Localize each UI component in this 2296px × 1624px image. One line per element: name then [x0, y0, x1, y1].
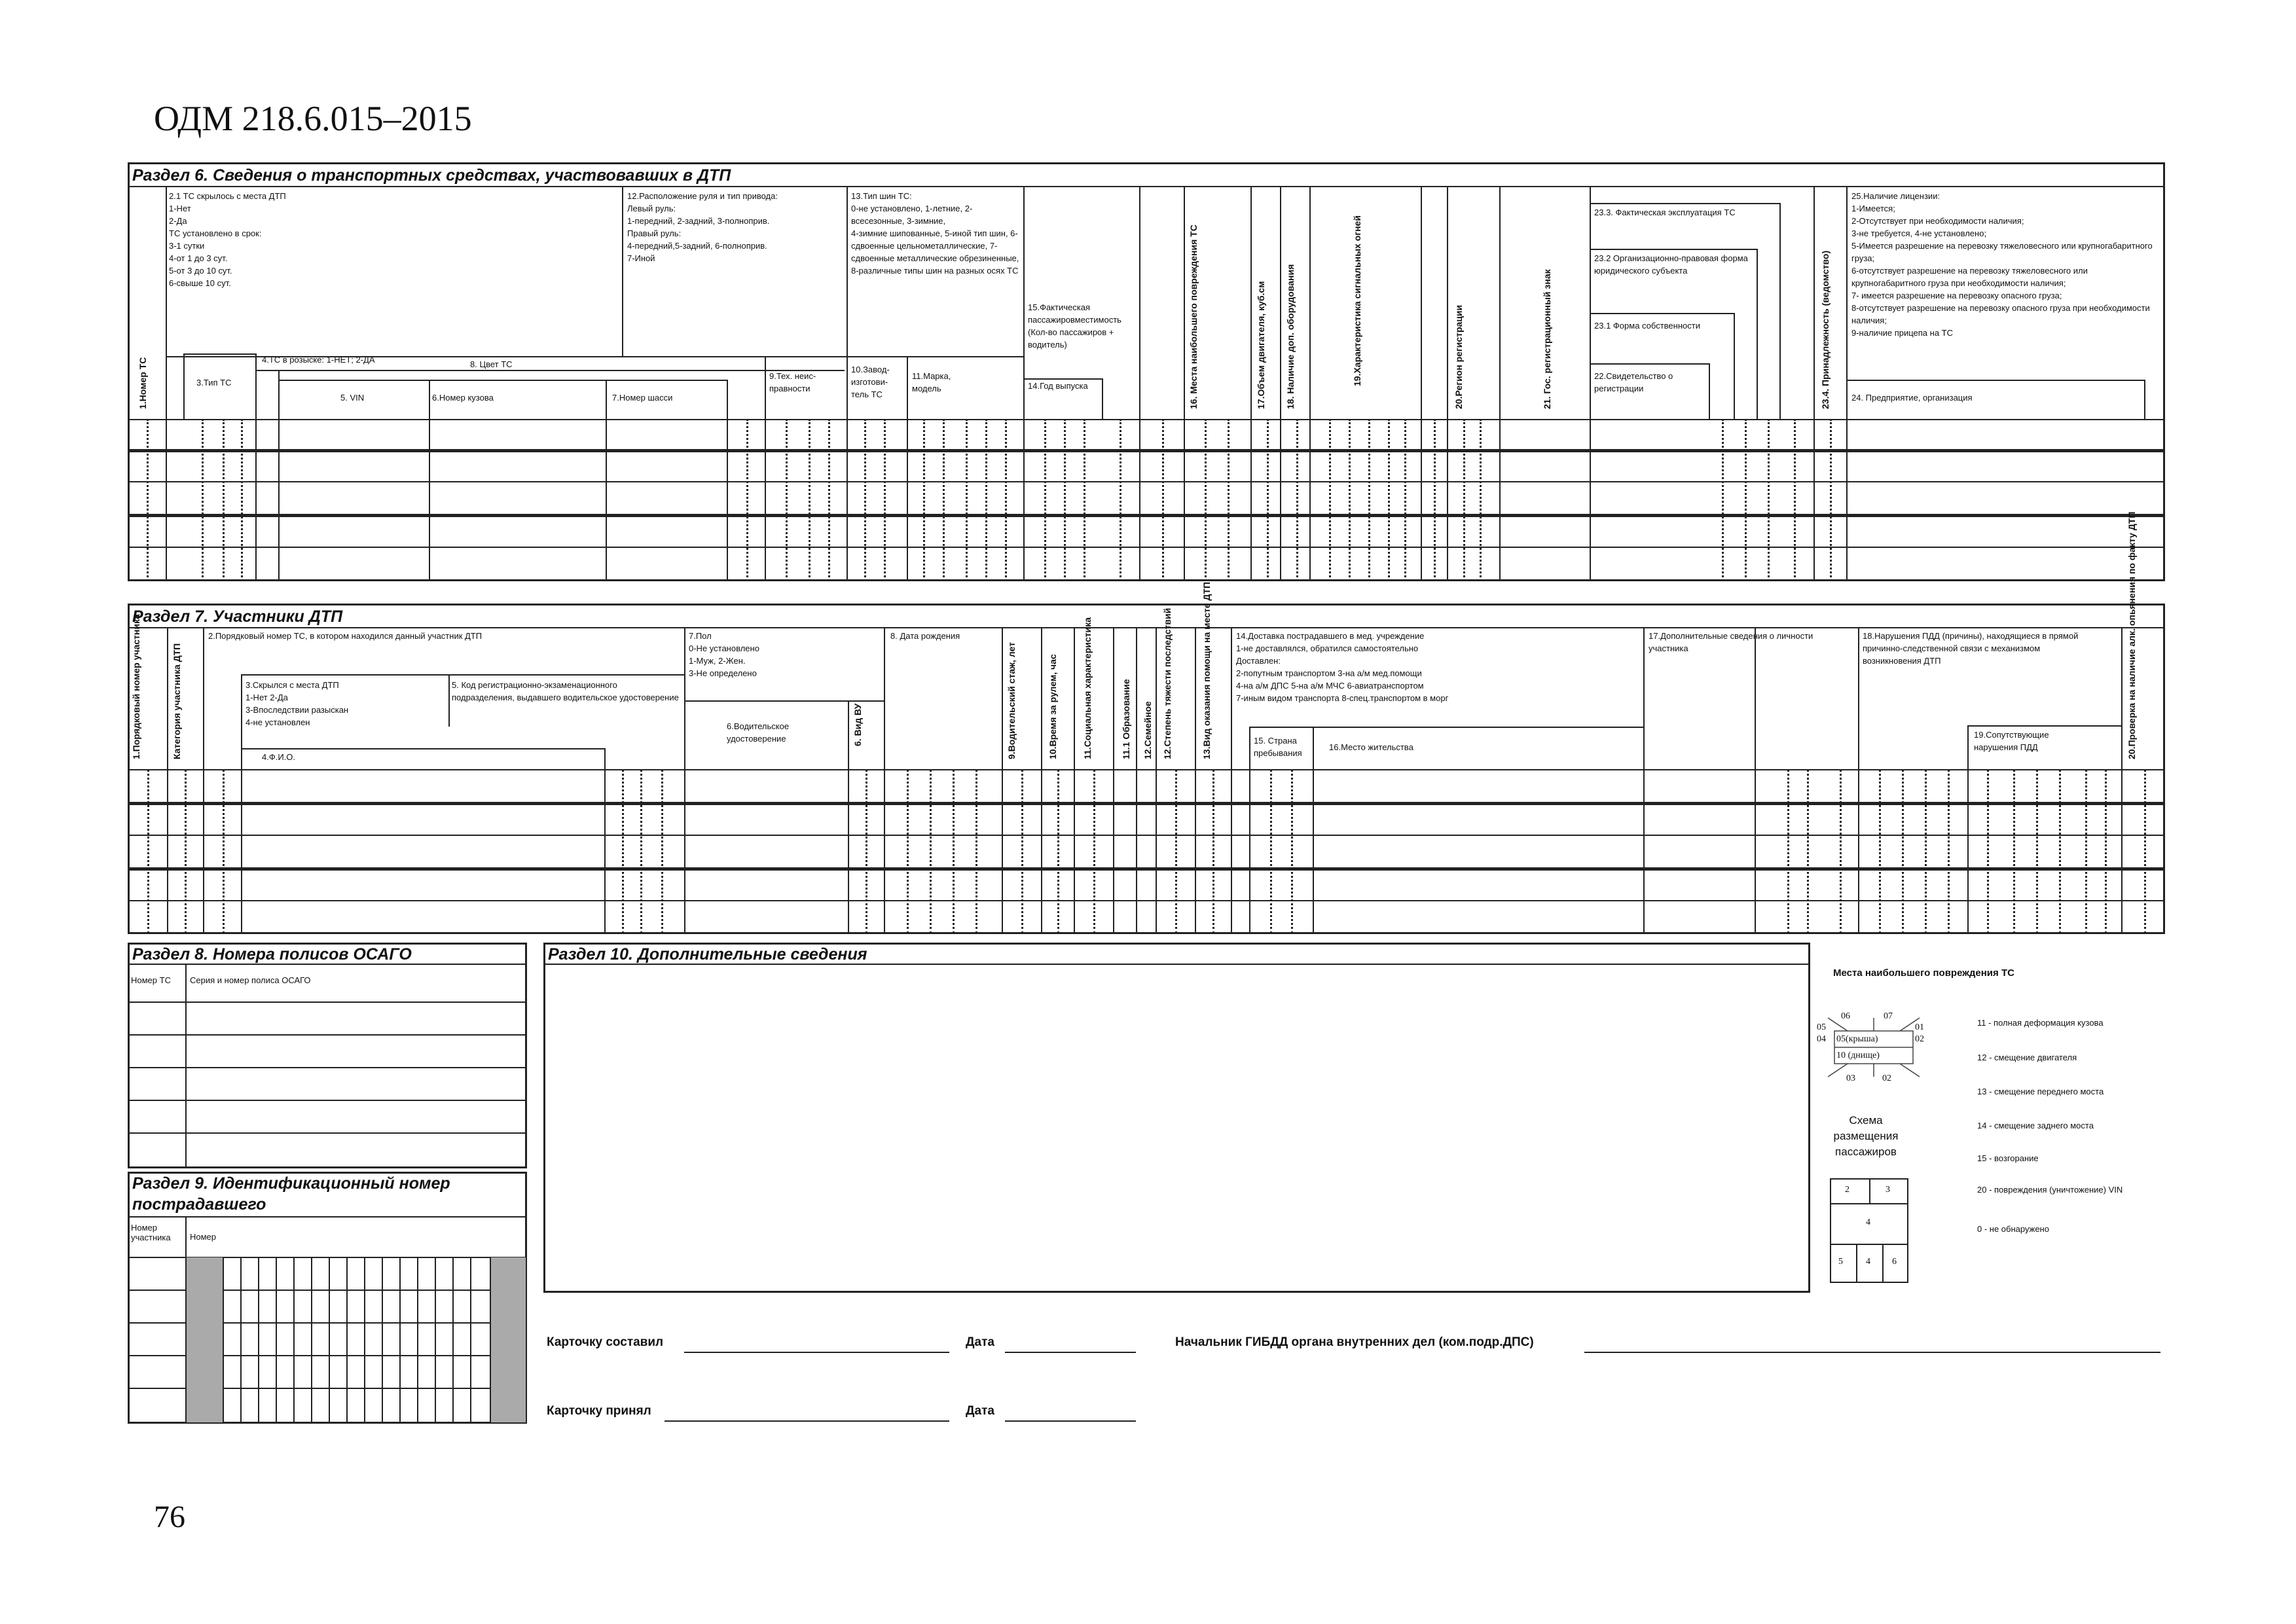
composed-signature-field[interactable] — [684, 1352, 949, 1353]
damage-legend-13: 13 - смещение переднего моста — [1977, 1087, 2104, 1096]
section7-title: Раздел 7. Участники ДТП — [132, 607, 343, 626]
s6-h1: 1.Номер ТС — [137, 357, 148, 409]
damage-code-02r: 02 — [1915, 1034, 1924, 1044]
s6-h2: 2.1 ТС скрылось с места ДТП 1-Нет 2-Да ТС установлено в срок: 3-1 сутки 4-от 1 до 3 сут. 5-от 3 до 10 сут. 6-свыше 10 сут. — [169, 191, 286, 288]
s6-h11: 11.Марка, модель — [912, 371, 951, 393]
s7-h9: 9.Водительский стаж, лет — [1006, 642, 1017, 759]
damage-code-01: 01 — [1915, 1022, 1924, 1032]
s7-h14: 14.Доставка пострадавшего в мед. учреждение 1-не доставлялся, обратился самостоятельно Доставлен: 2-попутным транспортом 3-на а/м мед.помощи 4-на а/м ДПС 5-на а/м МЧС 6-авиатранспортом 7-иным видом транспорта 8-спец.транспортом в морг — [1236, 631, 1449, 703]
s6-h13: 13.Тип шин ТС: 0-не установлено, 1-летние, 2-всесезонные, 3-зимние, 4-зимние шипованные, 5-иной тип шин, 6-сдвоенные цельнометаллические, 7-сдвоенные металлические обрезиненные, 8-различные типы шин на разных осях ТС — [851, 191, 1019, 276]
s9-col2: Номер — [190, 1232, 217, 1242]
section10-title: Раздел 10. Дополнительные сведения — [548, 945, 867, 964]
damage-code-bottom: 10 (днище) — [1836, 1051, 1880, 1060]
s6-h8: 8. Цвет ТС — [470, 359, 513, 369]
section8-title: Раздел 8. Номера полисов ОСАГО — [132, 945, 412, 964]
passenger-scheme-label: Схема размещения пассажиров — [1833, 1114, 1899, 1158]
accepted-label: Карточку принял — [547, 1404, 651, 1418]
s7-h17: 17.Дополнительные сведения о личности участника — [1649, 631, 1813, 653]
s6-h16: 16. Места наибольшего повреждения ТС — [1188, 225, 1199, 409]
damage-code-05: 05 — [1817, 1022, 1826, 1032]
s6-h12: 12.Расположение руля и тип привода: Левый руль: 1-передний, 2-задний, 3-полноприв. Правый руль: 4-передний,5-задний, 6-полноприв. 7-Иной — [627, 191, 778, 263]
s7-h6: 6.Водительское удостоверение — [727, 721, 790, 744]
s7-h11a: 11.1 Образование — [1121, 679, 1131, 759]
damage-code-03: 03 — [1846, 1074, 1855, 1083]
s6-h4: 4.ТС в розыске: 1-НЕТ; 2-ДА — [262, 355, 375, 365]
chief-label: Начальник ГИБДД органа внутренних дел (ком.подр.ДПС) — [1175, 1335, 1534, 1349]
section6-title-rule — [128, 186, 2165, 187]
damage-legend-12: 12 - смещение двигателя — [1977, 1053, 2077, 1062]
damage-code-07: 07 — [1884, 1011, 1893, 1021]
s6-h10: 10.Завод-изготови-тель ТС — [851, 365, 890, 399]
seat-2: 2 — [1845, 1185, 1850, 1195]
s6-h24: 24. Предприятие, организация — [1851, 393, 1973, 403]
s7-h8: 8. Дата рождения — [890, 631, 960, 641]
damage-legend-15: 15 - возгорание — [1977, 1153, 2039, 1163]
s6-h15: 15.Фактическая пассажировместимость (Кол-во пассажиров + водитель) — [1028, 302, 1121, 350]
section6-title: Раздел 6. Сведения о транспортных средствах, участвовавших в ДТП — [132, 166, 731, 185]
damage-legend-0: 0 - не обнаружено — [1977, 1224, 2049, 1234]
damage-title: Места наибольшего повреждения ТС — [1833, 967, 2014, 979]
accepted-signature-field[interactable] — [665, 1420, 949, 1422]
s6-h3: 3.Тип ТС — [196, 378, 232, 388]
s6-h23-2: 23.2 Организационно-правовая форма юридического субъекта — [1594, 253, 1748, 276]
s7-h3: 3.Скрылся с места ДТП 1-Нет 2-Да 3-Впоследствии разыскан 4-не установлен — [246, 680, 349, 727]
s6-h9: 9.Тех. неис-правности — [769, 371, 816, 393]
s7-h20: 20.Проверка на наличие алк. опьянения по факту ДТП — [2126, 511, 2137, 759]
accepted-date-label: Дата — [966, 1404, 994, 1418]
s7-h1a: Категория участника ДТП — [172, 643, 182, 759]
s9-col1: Номер участника — [131, 1223, 171, 1242]
damage-code-06: 06 — [1841, 1011, 1850, 1021]
s6-h22: 22.Свидетельство о регистрации — [1594, 371, 1673, 393]
s6-h14: 14.Год выпуска — [1028, 381, 1088, 391]
s6-h23-3: 23.3. Фактическая эксплуатация ТС — [1594, 208, 1736, 217]
s6-h25: 25.Наличие лицензии: 1-Имеется; 2-Отсутствует при необходимости наличия; 3-не требуется, 4-не установлено; 5-Имеется разрешение на перевозку тяжеловесного или крупногабаритного груза; 6-отсутствует разрешение на перевозку тяжеловесного или крупногабаритного груза при необходимости наличия; 7- имеется разрешение на перевозку опасного груза; 8-отсутствует разрешение на перевозку опасного груза при необходимости наличия; 9-наличие прицепа на ТС — [1851, 191, 2153, 338]
s6-h20: 20.Регион регистрации — [1453, 304, 1464, 409]
s7-h6a: 6. Вид ВУ — [852, 703, 863, 746]
s7-h12: 12.Семейное — [1142, 701, 1153, 759]
s7-h5: 5. Код регистрационно-экзаменационного подразделения, выдавшего водительское удостоверение — [452, 680, 679, 702]
s7-h13: 13.Вид оказания помощи на месте ДТП — [1201, 581, 1212, 759]
s6-h19: 19.Характеристика сигнальных огней — [1352, 215, 1362, 386]
s8-col1: Номер ТС — [131, 975, 171, 985]
composed-label: Карточку составил — [547, 1335, 664, 1349]
s7-h12a: 12.Степень тяжести последствий — [1162, 607, 1173, 759]
s7-h1: 1.Порядковый номер участника — [131, 614, 141, 759]
s7-h15: 15. Страна пребывания — [1254, 736, 1302, 758]
seat-4-mid: 4 — [1866, 1218, 1870, 1227]
section8-table — [128, 943, 527, 1168]
s7-h16: 16.Место жительства — [1329, 742, 1413, 752]
s7-h19: 19.Сопутствующие нарушения ПДД — [1974, 730, 2049, 752]
damage-code-04: 04 — [1817, 1034, 1826, 1044]
s6-h18: 18. Наличие доп. оборудования — [1285, 264, 1296, 409]
s6-h6: 6.Номер кузова — [432, 393, 494, 403]
s7-h11: 11.Социальная характеристика — [1082, 617, 1093, 759]
composed-date-label: Дата — [966, 1335, 994, 1349]
section10-box — [543, 943, 1810, 1293]
s7-h4: 4.Ф.И.О. — [262, 752, 296, 762]
s7-h10: 10.Время за рулем, час — [1048, 654, 1058, 759]
damage-legend-20: 20 - повреждения (уничтожение) VIN — [1977, 1185, 2123, 1195]
damage-code-02b: 02 — [1882, 1074, 1891, 1083]
page-number: 76 — [154, 1500, 185, 1534]
seat-5: 5 — [1838, 1257, 1843, 1267]
s6-h23-1: 23.1 Форма собственности — [1594, 321, 1700, 331]
damage-code-roof: 05(крыша) — [1836, 1034, 1878, 1044]
chief-signature-field[interactable] — [1584, 1352, 2160, 1353]
section9-title-1: Раздел 9. Идентификационный номер — [132, 1174, 450, 1193]
seat-6: 6 — [1892, 1257, 1897, 1267]
s6-h7: 7.Номер шасси — [612, 393, 673, 403]
document-code: ОДМ 218.6.015–2015 — [154, 99, 472, 138]
s6-h17: 17.Объем двигателя, куб.см — [1256, 281, 1266, 409]
s7-h7: 7.Пол 0-Не установлено 1-Муж, 2-Жен. 3-Не определено — [689, 631, 759, 678]
car-damage-diagram — [1815, 1005, 1933, 1090]
seat-3: 3 — [1886, 1185, 1890, 1195]
section9-title-2: пострадавшего — [132, 1195, 266, 1214]
s7-h2: 2.Порядковый номер ТС, в котором находился данный участник ДТП — [208, 631, 483, 641]
damage-legend-14: 14 - смещение заднего моста — [1977, 1121, 2094, 1130]
seat-4: 4 — [1866, 1257, 1870, 1267]
s6-h5: 5. VIN — [340, 393, 365, 403]
s8-col2: Серия и номер полиса ОСАГО — [190, 975, 311, 985]
accepted-date-field[interactable] — [1005, 1420, 1136, 1422]
s6-h23-4: 23.4. Принадлежность (ведомство) — [1820, 250, 1831, 409]
s7-h18: 18.Нарушения ПДД (причины), находящиеся в прямой причинно-следственной связи с механизмом возникновения ДТП — [1863, 631, 2079, 666]
damage-legend-11: 11 - полная деформация кузова — [1977, 1018, 2104, 1028]
composed-date-field[interactable] — [1005, 1352, 1136, 1353]
s6-h21: 21. Гос. регистрационный знак — [1542, 269, 1552, 409]
